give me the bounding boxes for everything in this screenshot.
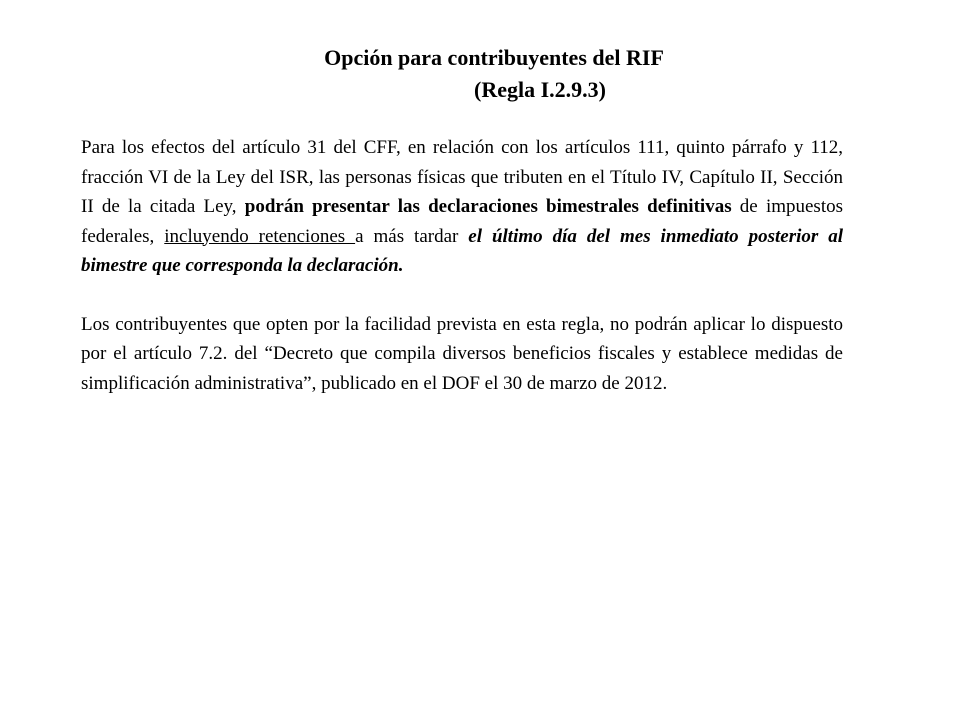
title-line-2: (Regla I.2.9.3): [474, 77, 606, 102]
paragraph-2: Los contribuyentes que opten por la facilidad prevista en esta regla, no podrán aplicar lo dispuesto por el artículo 7.2. del “Decreto que compila diversos beneficios fiscales y establece medidas de simplificación administrativa”, publicado en el DOF el 30 de marzo de 2012.: [81, 313, 843, 394]
body-text: [81, 133, 843, 398]
paragraph-1-underlined-phrase: incluyendo retenciones: [164, 225, 356, 247]
slide-title: [0, 42, 960, 106]
title-line-1: Opción para contribuyentes del RIF: [324, 45, 664, 70]
paragraph-1-bold-phrase: podrán presentar las declaraciones bimestrales definitivas: [244, 196, 732, 217]
paragraph-1-text-c: a más tardar: [355, 225, 469, 247]
paragraph-1-text-a: Para los efectos del artículo 31 del CFF, en relación con los artículos 111, quinto párrafo y 112, fracción VI de la Ley del ISR, las personas físicas que tributen en el Título IV, Capítulo II, Sección II de la citada Ley,: [81, 137, 843, 217]
paragraph-1: [81, 133, 843, 281]
paragraph-1-text-b: de impuestos federales,: [81, 196, 844, 247]
paragraph-1-bold-italic-phrase: el último día del mes inmediato posterior al bimestre que corresponda la declaración.: [81, 225, 844, 276]
